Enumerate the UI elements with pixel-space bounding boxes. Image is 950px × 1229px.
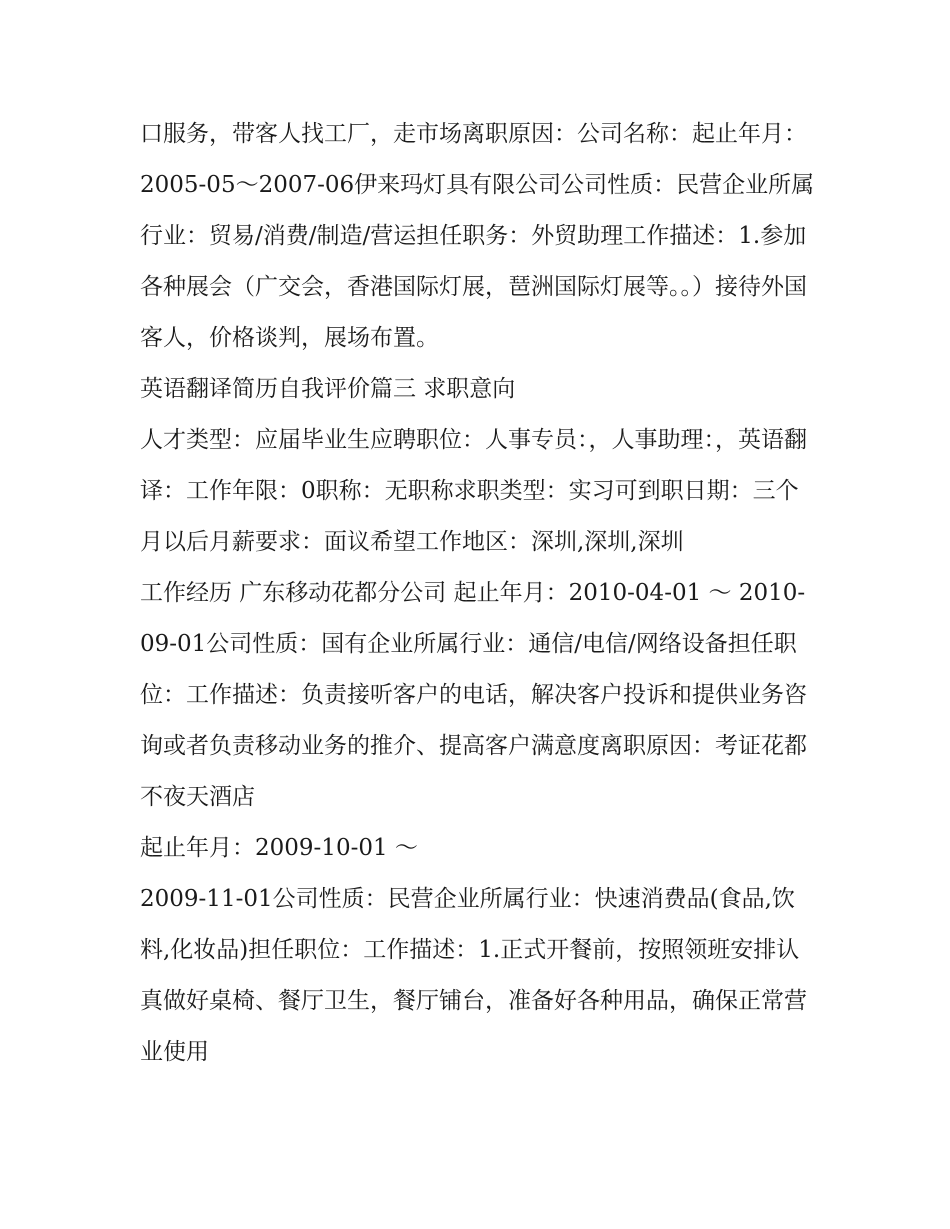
paragraph-talent-type: 人才类型：应届毕业生应聘职位：人事专员：，人事助理：，英语翻译：工作年限：0职称：无职称求职类型：实习可到职日期：三个月以后月薪要求：面议希望工作地区：深圳,深圳,深圳 [140,427,807,555]
paragraph-start-end-date: 起止年月：2009-10-01 ～ [140,835,418,861]
paragraph-work-experience-guangdong-mobile: 工作经历 广东移动花都分公司 起止年月：2010-04-01 ～ 2010-09-01公司性质：国有企业所属行业：通信/电信/网络设备担任职位：工作描述：负责接听客户的电话，解决客户投诉和提供业务咨询或者负责移动业务的推介、提高客户满意度离职原因：考证花都不夜天酒店 [140,580,807,810]
paragraph-work-history-lighting-company: 口服务，带客人找工厂，走市场离职原因：公司名称：起止年月：2005-05～2007-06伊来玛灯具有限公司公司性质：民营企业所属行业：贸易/消费/制造/营运担任职务：外贸助理工作描述：1.参加各种展会（广交会，香港国际灯展，琶洲国际灯展等。。）接待外国客人，价格谈判，展场布置。 [140,121,815,351]
paragraph-hotel-job-description: 2009-11-01公司性质：民营企业所属行业：快速消费品(食品,饮料,化妆品)担任职位：工作描述：1.正式开餐前，按照领班安排认真做好桌椅、餐厅卫生，餐厅铺台，准备好各种用品，确保正常营业使用 [140,886,807,1065]
document-body [140,109,815,1078]
section-heading-job-intention: 英语翻译简历自我评价篇三 求职意向 [140,376,516,402]
